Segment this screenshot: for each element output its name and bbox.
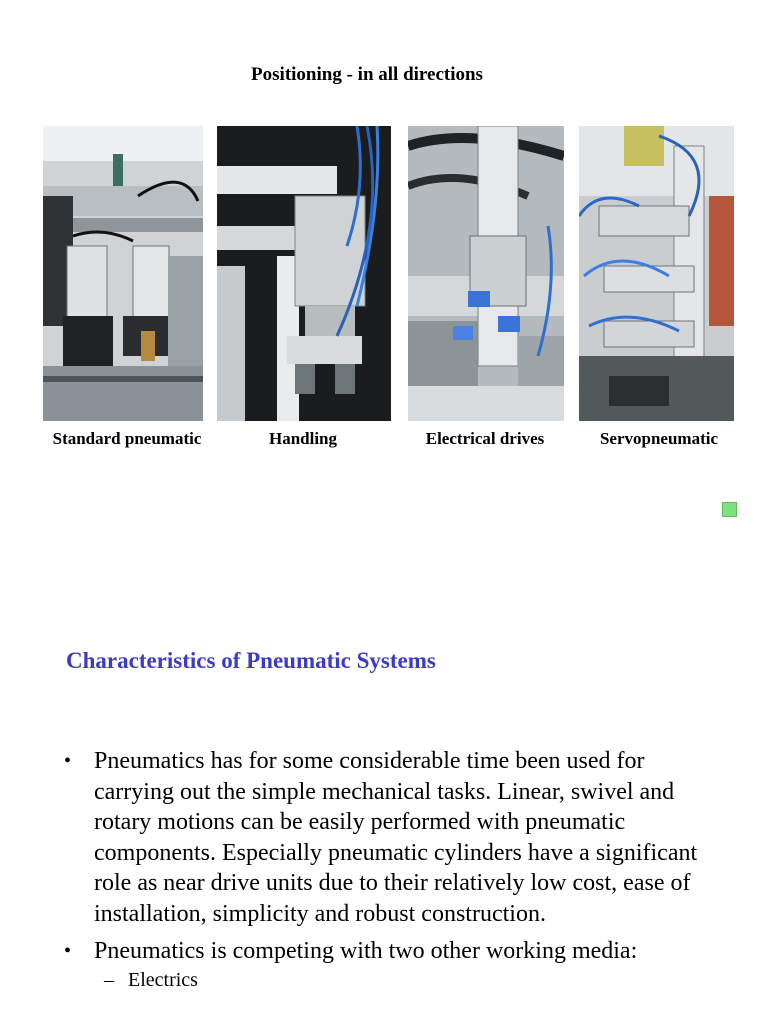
servopneumatic-caption: Servopneumatic [599, 429, 719, 448]
standard-pneumatic-caption: Standard pneumatic [52, 429, 202, 448]
bullet-text: Pneumatics is competing with two other working media: [94, 938, 638, 964]
handling-caption: Handling [268, 429, 338, 448]
electrical-drives-photo [408, 126, 564, 421]
section-heading: Characteristics of Pneumatic Systems [66, 648, 436, 673]
servopneumatic-photo [579, 126, 734, 421]
bullet-item [62, 746, 702, 929]
sub-bullet-item [94, 967, 702, 993]
handling-photo [217, 126, 391, 421]
sub-bullet-list [94, 967, 702, 993]
dash-icon: – [104, 968, 114, 991]
sub-bullet-text: Electrics [128, 968, 198, 991]
bullet-item [62, 936, 702, 993]
electrical-drives-caption: Electrical drives [425, 429, 545, 448]
bullet-list [62, 746, 702, 1000]
bullet-icon: • [64, 750, 72, 772]
bullet-icon: • [64, 940, 72, 962]
standard-pneumatic-photo [43, 126, 203, 421]
slide-title: Positioning - in all directions [251, 64, 483, 85]
bullet-text: Pneumatics has for some considerable time been used for carrying out the simple mechanical tasks. Linear, swivel and rotary motions can be easily performed with pneumatic components. Especially pneumatic cylinders have a significant role as near drive units due to their relatively low cost, ease of installation, simplicity and robust construction. [94, 748, 698, 927]
green-marker-square [722, 502, 737, 517]
